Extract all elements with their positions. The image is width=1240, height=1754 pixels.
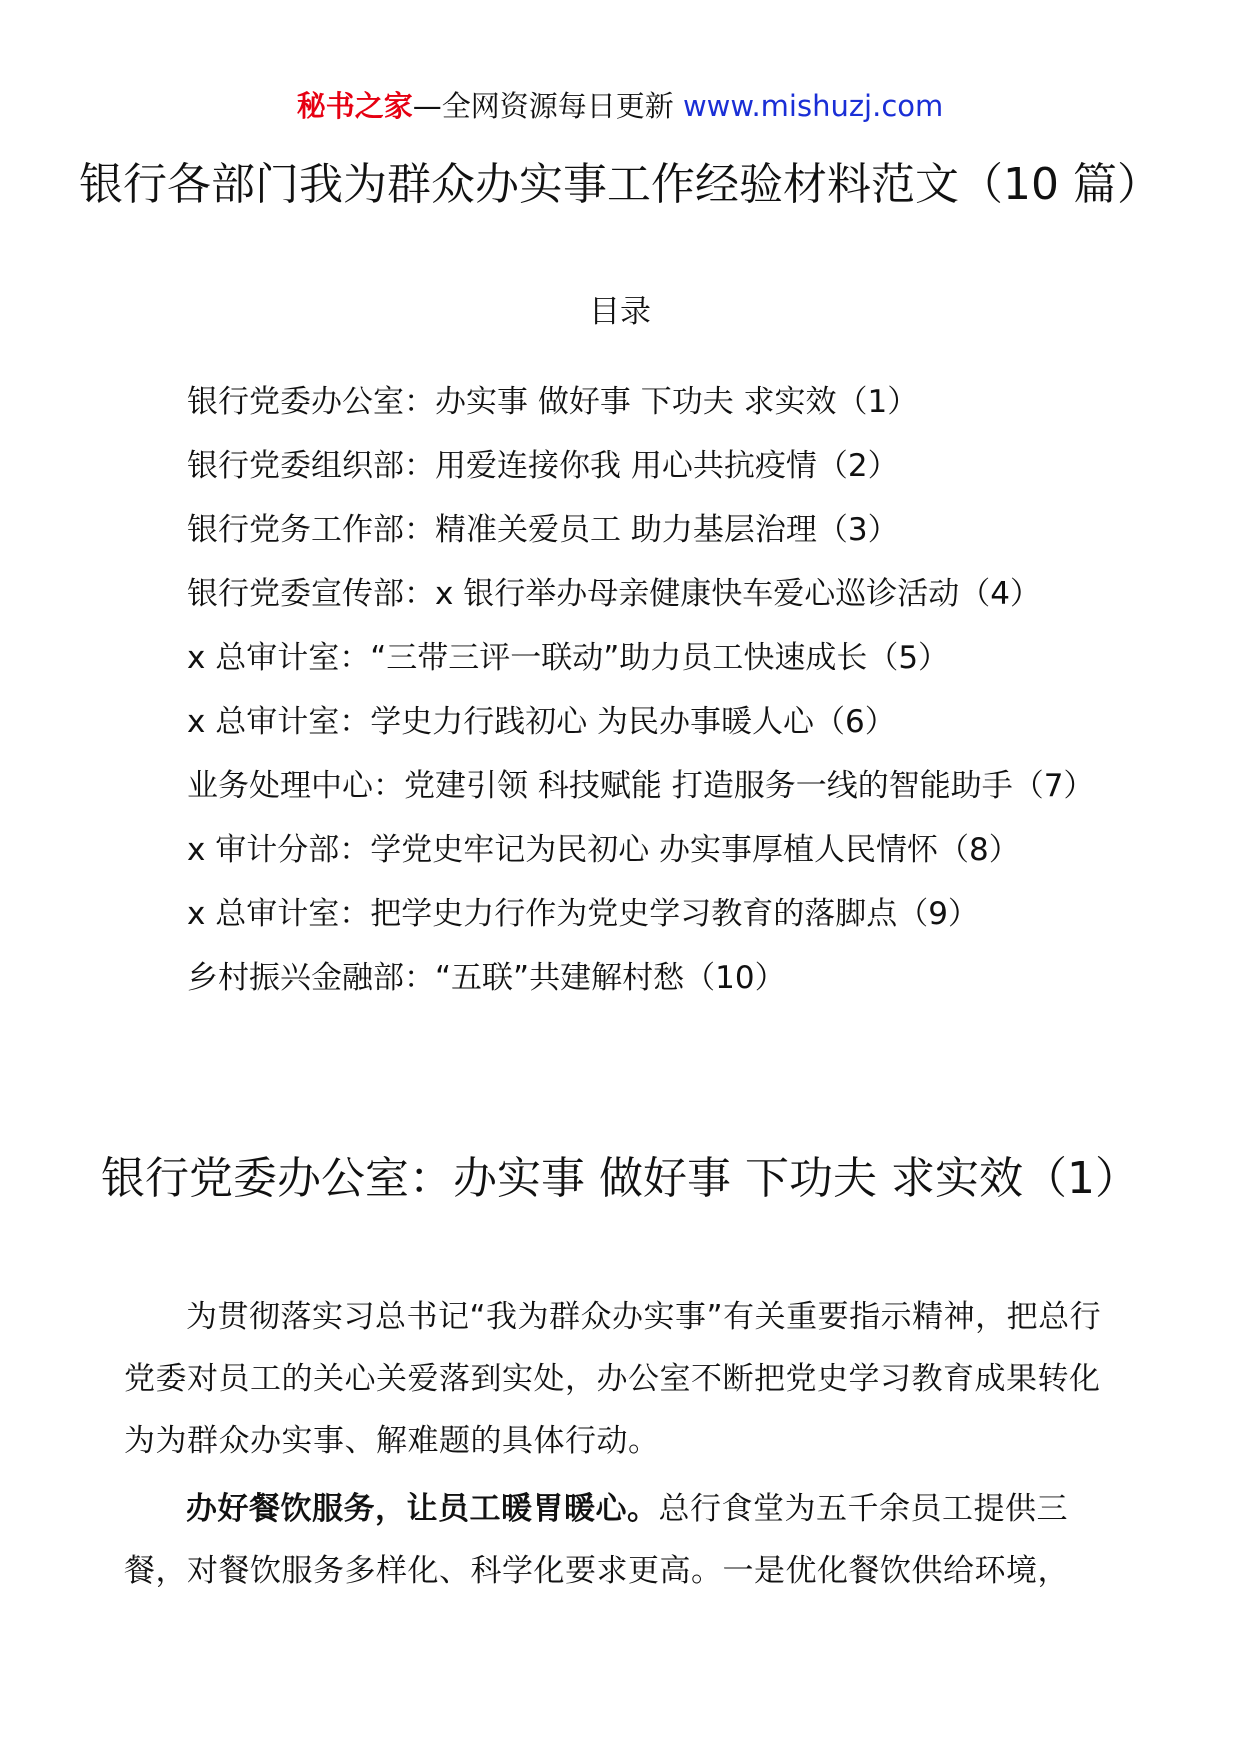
header-tagline: —全网资源每日更新	[412, 89, 674, 123]
toc-item[interactable]: 银行党委宣传部：x 银行举办母亲健康快车爱心巡诊活动（4）	[187, 576, 1041, 612]
toc-item[interactable]: 业务处理中心：党建引领 科技赋能 打造服务一线的智能助手（7）	[187, 768, 1095, 804]
brand-name: 秘书之家	[296, 89, 413, 123]
toc-item[interactable]: 银行党委办公室：办实事 做好事 下功夫 求实效（1）	[187, 384, 919, 420]
toc-item[interactable]: x 审计分部：学党史牢记为民初心 办实事厚植人民情怀（8）	[187, 832, 1020, 868]
paragraph	[124, 1478, 1116, 1602]
site-url-link[interactable]: www.mishuzj.com	[682, 89, 944, 123]
paragraph-text: 总行食堂为五千余员工提供三餐，对餐饮服务多样化、科学化要求更高。一是优化餐饮供给环境，	[124, 1491, 1069, 1589]
toc-item[interactable]: x 总审计室：把学史力行作为党史学习教育的落脚点（9）	[187, 896, 979, 932]
paragraph-lead-bold: 办好餐饮服务，让员工暖胃暖心。	[186, 1491, 659, 1527]
toc-item[interactable]: 银行党务工作部：精准关爱员工 助力基层治理（3）	[187, 512, 899, 548]
paragraph: 为贯彻落实习总书记“我为群众办实事”有关重要指示精神，把总行党委对员工的关心关爱落到实处，办公室不断把党史学习教育成果转化为为群众办实事、解难题的具体行动。	[124, 1299, 1102, 1459]
toc-item[interactable]: x 总审计室：“三带三评一联动”助力员工快速成长（5）	[187, 640, 950, 676]
toc-heading: 目录	[589, 294, 651, 330]
table-of-contents	[124, 370, 1124, 1010]
toc-item[interactable]: 银行党委组织部：用爱连接你我 用心共抗疫情（2）	[187, 448, 899, 484]
toc-item[interactable]: x 总审计室：学史力行践初心 为民办事暖人心（6）	[187, 704, 896, 740]
document-title: 银行各部门我为群众办实事工作经验材料范文（10 篇）	[79, 159, 1161, 210]
section-title: 银行党委办公室：办实事 做好事 下功夫 求实效（1）	[101, 1153, 1139, 1204]
section-body	[124, 1286, 1116, 1608]
toc-item[interactable]: 乡村振兴金融部：“五联”共建解村愁（10）	[187, 960, 786, 996]
site-header	[0, 86, 1240, 126]
